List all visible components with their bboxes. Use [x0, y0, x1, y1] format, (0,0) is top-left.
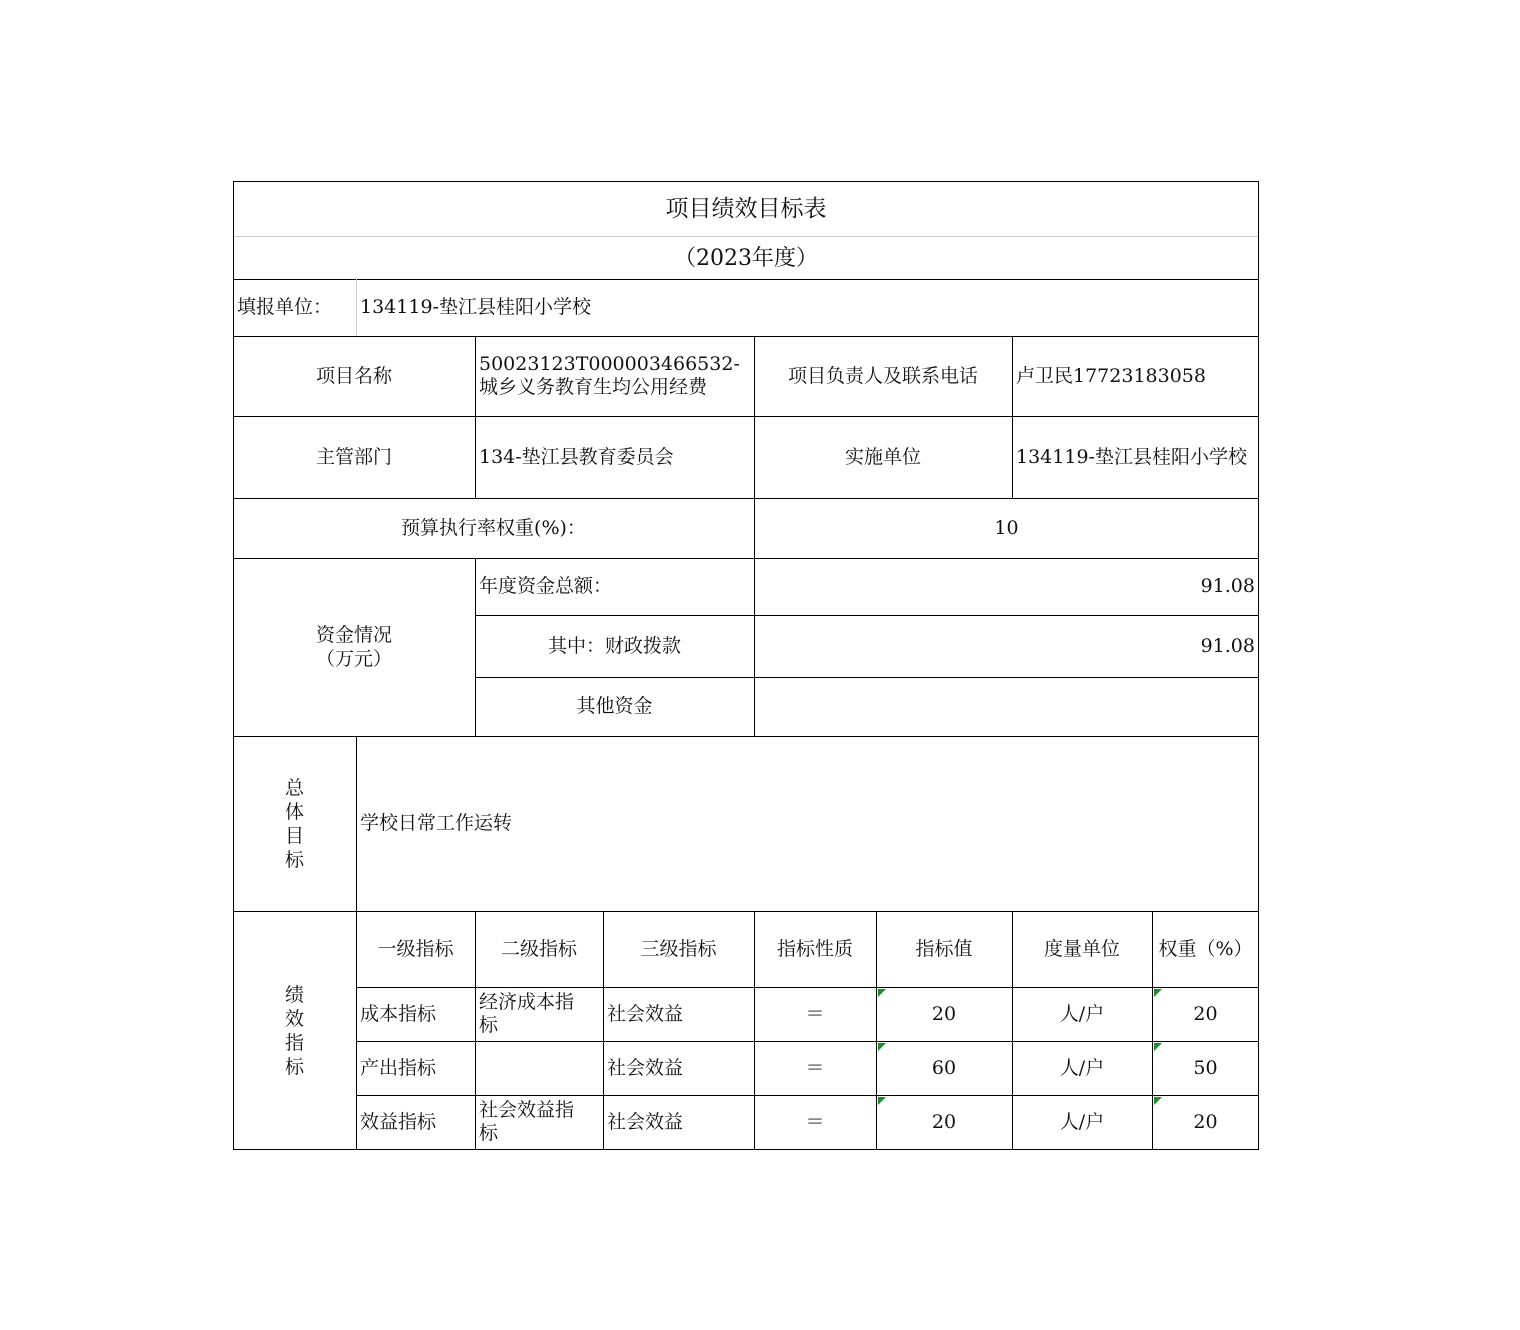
indicator-header: 指标值 [915, 937, 973, 960]
indicator-value: 20 [931, 1110, 957, 1133]
grid-line [233, 1149, 1259, 1150]
goal-label-char: 标 [284, 848, 304, 871]
sheet-title: 项目绩效目标表 [665, 195, 827, 222]
indicator-level2 [475, 1041, 603, 1095]
performance-target-sheet [233, 181, 1259, 1150]
indicator-value: 60 [931, 1056, 957, 1079]
sheet-year: （2023年度） [674, 245, 818, 271]
goal-text: 学校日常工作运转 [360, 812, 513, 834]
other-funds-label: 其他资金 [576, 695, 653, 717]
indicator-header: 权重（%） [1158, 937, 1253, 960]
indicator-nature: ＝ [805, 1002, 825, 1025]
project-name-label: 项目名称 [315, 364, 392, 387]
contact-label: 项目负责人及联系电话 [787, 364, 978, 387]
indicator-header: 一级指标 [377, 937, 454, 960]
indicator-level1: 成本指标 [360, 1002, 437, 1025]
annual-funds-label: 年度资金总额： [479, 575, 613, 597]
indicator-weight: 20 [1193, 1002, 1218, 1025]
impl-label: 实施单位 [844, 445, 921, 468]
impl-value: 134119-垫江县桂阳小学校 [1016, 445, 1247, 468]
indicator-nature: ＝ [805, 1056, 825, 1079]
cell-note-marker [878, 1097, 886, 1105]
goal-label-char: 总 [284, 776, 304, 799]
indicator-value: 20 [931, 1002, 957, 1025]
funds-label-line2: （万元） [315, 648, 392, 670]
other-funds-value [754, 677, 1259, 736]
indicator-header: 度量单位 [1043, 937, 1120, 960]
fiscal-funds-value: 91.08 [1200, 634, 1255, 657]
indicators-label-char: 标 [284, 1055, 304, 1078]
indicators-label-char: 效 [284, 1007, 304, 1030]
goal-label [233, 736, 356, 911]
funds-label-line1: 资金情况 [315, 624, 392, 646]
fiscal-funds-label: 其中：财政拨款 [547, 634, 681, 657]
indicator-header: 二级指标 [500, 937, 577, 960]
dept-label: 主管部门 [315, 445, 392, 468]
indicator-level2: 社会效益指标 [479, 1099, 575, 1144]
dept-value: 134-垫江县教育委员会 [479, 445, 674, 468]
indicator-header: 三级指标 [640, 937, 717, 960]
indicator-level1: 效益指标 [360, 1110, 437, 1133]
indicator-level1: 产出指标 [360, 1056, 437, 1079]
unit-value: 134119-垫江县桂阳小学校 [360, 296, 591, 318]
cell-note-marker [1154, 1043, 1162, 1051]
indicator-nature: ＝ [805, 1110, 825, 1133]
indicator-weight: 20 [1193, 1110, 1218, 1133]
goal-label-char: 体 [284, 800, 304, 823]
goal-label-char: 目 [284, 824, 304, 847]
cell-note-marker [878, 989, 886, 997]
cell-note-marker [1154, 989, 1162, 997]
indicators-label [233, 911, 356, 1150]
budget-rate-value: 10 [994, 516, 1019, 539]
project-name-value: 50023123T000003466532-城乡义务教育生均公用经费 [479, 353, 740, 398]
indicator-header: 指标性质 [776, 937, 853, 960]
indicators-label-char: 指 [284, 1031, 304, 1054]
unit-label: 填报单位： [237, 296, 333, 318]
budget-rate-label: 预算执行率权重(%)： [401, 516, 586, 539]
annual-funds-value: 91.08 [1200, 575, 1255, 597]
indicators-label-char: 绩 [284, 983, 304, 1006]
indicator-level2: 经济成本指标 [479, 991, 575, 1036]
contact-value: 卢卫民17723183058 [1016, 364, 1206, 387]
indicator-weight: 50 [1193, 1056, 1218, 1079]
indicator-level3: 社会效益 [607, 1110, 684, 1133]
indicator-level3: 社会效益 [607, 1002, 684, 1025]
indicator-unit: 人/户 [1059, 1002, 1105, 1025]
indicator-unit: 人/户 [1059, 1056, 1105, 1079]
cell-note-marker [1154, 1097, 1162, 1105]
funds-label [233, 558, 475, 736]
cell-note-marker [878, 1043, 886, 1051]
indicator-unit: 人/户 [1059, 1110, 1105, 1133]
indicator-level3: 社会效益 [607, 1056, 684, 1079]
